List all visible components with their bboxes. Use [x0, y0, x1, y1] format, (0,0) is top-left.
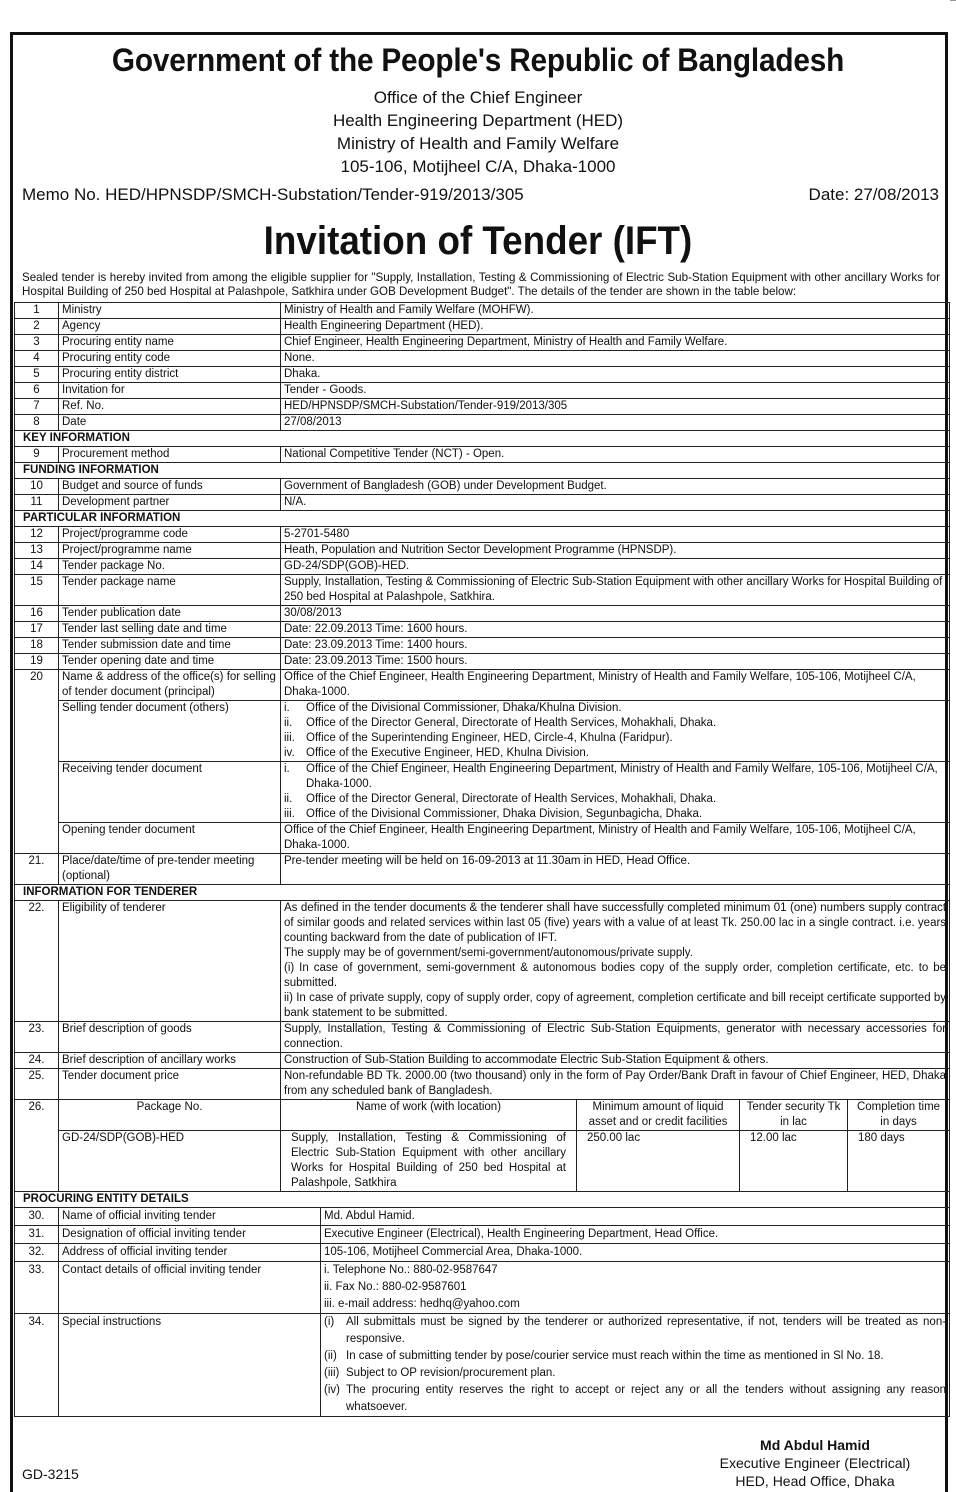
row-number: 3: [15, 335, 59, 351]
row-number: 9: [15, 447, 59, 463]
list-marker: i.: [284, 702, 290, 714]
row-value: Tender - Goods.: [281, 383, 950, 399]
list-marker: (iv): [324, 1384, 340, 1396]
table-row: [15, 701, 950, 762]
table-row: [15, 351, 950, 367]
row-value: N/A.: [281, 495, 950, 511]
row-value: Date: 23.09.2013 Time: 1400 hours.: [281, 638, 950, 654]
list-marker: iv.: [284, 747, 295, 759]
government-heading: Government of the People's Republic of Bangladesh: [111, 42, 845, 78]
row-label: Development partner: [59, 495, 281, 511]
row-number: 6: [15, 383, 59, 399]
row-value: Health Engineering Department (HED).: [281, 319, 950, 335]
row-value: Government of Bangladesh (GOB) under Development Budget.: [281, 479, 950, 495]
signatory-designation: Executive Engineer (Electrical): [719, 1455, 911, 1471]
tender-table: [14, 302, 949, 1417]
row-label: Ministry: [59, 303, 281, 319]
row-label: Opening tender document: [59, 823, 281, 854]
liquid-asset: 250.00 lac: [577, 1131, 740, 1192]
tender-security: 12.00 lac: [740, 1131, 848, 1192]
row-label: Brief description of ancillary works: [59, 1053, 281, 1069]
row-value: Md. Abdul Hamid.: [321, 1208, 950, 1226]
row-label: Procuring entity code: [59, 351, 281, 367]
row-number: 16: [15, 606, 59, 622]
table-row: [15, 415, 950, 431]
row-label: Invitation for: [59, 383, 281, 399]
top-rule: [950, 0, 956, 5]
list-item: [284, 746, 946, 761]
row-number: 19: [15, 654, 59, 670]
table-row: [15, 1022, 950, 1053]
row-value: Executive Engineer (Electrical), Health Engineering Department, Head Office.: [321, 1226, 950, 1244]
list-item: [324, 1348, 946, 1365]
list-marker: ii.: [284, 717, 293, 729]
paragraph: ii) In case of private supply, copy of supply order, copy of agreement, completion certificate and bill receipt certificate supported by bank statement to be submitted.: [284, 992, 947, 1019]
list-text: Office of the Divisional Commissioner, Dhaka/Khulna Division.: [306, 702, 622, 714]
list-text: Office of the Divisional Commissioner, Dhaka Division, Segunbagicha, Dhaka.: [306, 808, 703, 820]
row-value: Office of the Chief Engineer, Health Engineering Department, Ministry of Health and Family Welfare, 105-106, Motijheel C/A, Dhaka-1000.: [281, 670, 950, 701]
list-item: [284, 701, 946, 716]
list-marker: iii.: [284, 808, 295, 820]
memo-date: Date: 27/08/2013: [808, 185, 939, 204]
section-row: [15, 885, 950, 901]
table-row: [15, 447, 950, 463]
list-text: In case of submitting tender by pose/courier service must reach within the time as mentioned in Sl No. 18.: [346, 1350, 884, 1362]
row-label: Name of official inviting tender: [59, 1208, 321, 1226]
page-title: Invitation of Tender (IFT): [263, 219, 693, 263]
row-value: Construction of Sub-Station Building to accommodate Electric Sub-Station Equipment & others.: [281, 1053, 950, 1069]
section-heading: PROCURING ENTITY DETAILS: [15, 1192, 950, 1208]
contact-line: i. Telephone No.: 880-02-9587647: [324, 1264, 498, 1276]
row-number: 34.: [15, 1314, 59, 1417]
row-value: Date: 23.09.2013 Time: 1500 hours.: [281, 654, 950, 670]
table-row: [15, 335, 950, 351]
column-header: Completion time in days: [848, 1100, 950, 1131]
list-text: Subject to OP revision/procurement plan.: [346, 1367, 556, 1379]
table-row: [15, 1314, 950, 1417]
row-label: Receiving tender document: [59, 762, 281, 823]
row-value-list: [321, 1262, 950, 1314]
column-header: Tender security Tk in lac: [740, 1100, 848, 1131]
section-row: [15, 431, 950, 447]
row-number: 12: [15, 527, 59, 543]
list-marker: (ii): [324, 1350, 337, 1362]
table-row: [15, 303, 950, 319]
section-heading: FUNDING INFORMATION: [15, 463, 950, 479]
signatory-office: HED, Head Office, Dhaka: [735, 1473, 895, 1489]
table-row: [15, 1226, 950, 1244]
row-number: 33.: [15, 1262, 59, 1314]
row-label: Agency: [59, 319, 281, 335]
table-row: [15, 762, 950, 823]
table-row: [15, 479, 950, 495]
table-row: [15, 1244, 950, 1262]
table-row: [15, 383, 950, 399]
row-number: 15: [15, 575, 59, 606]
row-label: Budget and source of funds: [59, 479, 281, 495]
row-label: Contact details of official inviting tender: [59, 1262, 321, 1314]
row-label: Brief description of goods: [59, 1022, 281, 1053]
row-number: 7: [15, 399, 59, 415]
list-text: The procuring entity reserves the right to accept or reject any or all the tenders without assigning any reason whatsoever.: [346, 1384, 947, 1413]
table-row: [15, 1262, 950, 1314]
list-item: [284, 731, 946, 746]
contact-line: ii. Fax No.: 880-02-9587601: [324, 1281, 467, 1293]
contact-line: iii. e-mail address: hedhq@yahoo.com: [324, 1298, 520, 1310]
table-row: [15, 1069, 950, 1100]
row-label: Tender document price: [59, 1069, 281, 1100]
row-label: Project/programme code: [59, 527, 281, 543]
section-row: [15, 511, 950, 527]
list-item: [284, 762, 946, 792]
table-row: [15, 575, 950, 606]
row-number: 25.: [15, 1069, 59, 1100]
list-text: Office of the Director General, Directorate of Health Services, Mohakhali, Dhaka.: [306, 717, 717, 729]
row-number: 17: [15, 622, 59, 638]
table-row: [15, 606, 950, 622]
row-number: 31.: [15, 1226, 59, 1244]
table-row: [15, 559, 950, 575]
office-line: 105-106, Motijheel C/A, Dhaka-1000: [340, 157, 616, 176]
row-number: 30.: [15, 1208, 59, 1226]
row-number: 20: [15, 670, 59, 854]
table-row: [15, 1100, 950, 1131]
row-number: 24.: [15, 1053, 59, 1069]
row-value-list: [281, 701, 950, 762]
row-label: Tender last selling date and time: [59, 622, 281, 638]
work-name: Supply, Installation, Testing & Commissioning of Electric Sub-Station Equipment with other ancillary Works for Hospital Building of 250 bed Hospital at Palashpole, Satkhira: [281, 1131, 577, 1192]
row-number: 22.: [15, 901, 59, 1022]
paragraph: (i) In case of government, semi-government & autonomous bodies copy of the supply order, completion certificate, etc. to be submitted.: [284, 962, 947, 989]
row-value: 30/08/2013: [281, 606, 950, 622]
row-label: Address of official inviting tender: [59, 1244, 321, 1262]
table-row: [15, 543, 950, 559]
row-number: 2: [15, 319, 59, 335]
office-line: Ministry of Health and Family Welfare: [336, 134, 620, 153]
gd-code: GD-3215: [22, 1466, 79, 1482]
row-value: None.: [281, 351, 950, 367]
table-row: [15, 638, 950, 654]
row-label: Procuring entity district: [59, 367, 281, 383]
row-value: Office of the Chief Engineer, Health Engineering Department, Ministry of Health and Family Welfare, 105-106, Motijheel C/A, Dhaka-1000.: [281, 823, 950, 854]
list-item: [324, 1365, 946, 1382]
row-number: 1: [15, 303, 59, 319]
row-value-list: [281, 762, 950, 823]
office-line: Office of the Chief Engineer: [373, 88, 583, 107]
table-row: [15, 399, 950, 415]
row-label: Eligibility of tenderer: [59, 901, 281, 1022]
table-row: [15, 654, 950, 670]
row-label: Place/date/time of pre-tender meeting (optional): [59, 854, 281, 885]
row-value: Dhaka.: [281, 367, 950, 383]
row-value: National Competitive Tender (NCT) - Open.: [281, 447, 950, 463]
row-label: Tender submission date and time: [59, 638, 281, 654]
row-value: Chief Engineer, Health Engineering Department, Ministry of Health and Family Welfare.: [281, 335, 950, 351]
section-row: [15, 1192, 950, 1208]
table-row: [15, 367, 950, 383]
memo-number: Memo No. HED/HPNSDP/SMCH-Substation/Tender-919/2013/305: [22, 185, 524, 204]
row-number: 32.: [15, 1244, 59, 1262]
list-item: [284, 792, 946, 807]
table-row: [15, 495, 950, 511]
section-heading: PARTICULAR INFORMATION: [15, 511, 950, 527]
list-text: Office of the Director General, Directorate of Health Services, Mohakhali, Dhaka.: [306, 793, 717, 805]
row-value: Non-refundable BD Tk. 2000.00 (two thousand) only in the form of Pay Order/Bank Draft in favour of Chief Engineer, HED, Dhaka from any scheduled bank of Bangladesh.: [281, 1069, 950, 1100]
list-text: All submittals must be signed by the tenderer or authorized representative, if not, tenders will be treated as non-responsive.: [346, 1316, 947, 1345]
table-row: [15, 1131, 950, 1192]
intro-paragraph: Sealed tender is hereby invited from among the eligible supplier for "Supply, Installation, Testing & Commissioning of Electric Sub-Station Equipment with other ancillary Works for Hospital Building of 250 bed Hospital at Palashpole, Satkhira under GOB Development Budget". The details of the tender are shown in the table below:: [22, 271, 940, 298]
table-row: [15, 823, 950, 854]
list-item: [324, 1314, 946, 1348]
list-marker: ii.: [284, 793, 293, 805]
row-number: 4: [15, 351, 59, 367]
table-row: [15, 1208, 950, 1226]
paragraph: The supply may be of government/semi-government/autonomous/private supply.: [284, 947, 693, 959]
row-value: Pre-tender meeting will be held on 16-09-2013 at 11.30am in HED, Head Office.: [281, 854, 950, 885]
row-number: 26.: [15, 1100, 59, 1192]
office-line: Health Engineering Department (HED): [332, 111, 624, 130]
table-row: [15, 622, 950, 638]
row-label: Tender package No.: [59, 559, 281, 575]
row-value: Heath, Population and Nutrition Sector Development Programme (HPNSDP).: [281, 543, 950, 559]
row-value: Supply, Installation, Testing & Commissioning of Electric Sub-Station Equipment with other ancillary Works for Hospital Building of 250 bed Hospital at Palashpole, Satkhira.: [281, 575, 950, 606]
row-label: Procuring entity name: [59, 335, 281, 351]
paragraph: As defined in the tender documents & the tenderer shall have successfully completed minimum 01 (one) numbers supply contract of similar goods and related services within last 05 (five) years with a value of at least Tk. 250.00 lac in a single contract. i.e. years counting backward from the date of publication of IFT.: [284, 902, 947, 944]
row-value-list: [321, 1314, 950, 1417]
section-heading: KEY INFORMATION: [15, 431, 950, 447]
list-text: Office of the Chief Engineer, Health Engineering Department, Ministry of Health and Family Welfare, 105-106, Motijheel C/A, Dhaka-1000.: [306, 763, 938, 790]
row-value: 5-2701-5480: [281, 527, 950, 543]
list-item: [324, 1382, 946, 1416]
column-header: Minimum amount of liquid asset and or credit facilities: [577, 1100, 740, 1131]
row-value: Date: 22.09.2013 Time: 1600 hours.: [281, 622, 950, 638]
row-label: Procurement method: [59, 447, 281, 463]
row-value: Ministry of Health and Family Welfare (MOHFW).: [281, 303, 950, 319]
table-row: [15, 1053, 950, 1069]
row-value: GD-24/SDP(GOB)-HED.: [281, 559, 950, 575]
signatory-name: Md Abdul Hamid: [760, 1437, 870, 1453]
list-marker: (i): [324, 1316, 335, 1328]
row-label: Tender opening date and time: [59, 654, 281, 670]
list-marker: i.: [284, 763, 290, 775]
row-number: 21.: [15, 854, 59, 885]
row-number: 11: [15, 495, 59, 511]
package-number: GD-24/SDP(GOB)-HED: [59, 1131, 281, 1192]
row-label: Tender publication date: [59, 606, 281, 622]
row-label: Selling tender document (others): [59, 701, 281, 762]
row-label: Designation of official inviting tender: [59, 1226, 321, 1244]
row-value: HED/HPNSDP/SMCH-Substation/Tender-919/2013/305: [281, 399, 950, 415]
row-value: [281, 901, 950, 1022]
list-marker: (iii): [324, 1367, 340, 1379]
row-number: 13: [15, 543, 59, 559]
row-number: 8: [15, 415, 59, 431]
row-number: 14: [15, 559, 59, 575]
table-row: [15, 319, 950, 335]
row-label: Tender package name: [59, 575, 281, 606]
section-row: [15, 463, 950, 479]
signature-block: [700, 1436, 930, 1490]
section-heading: INFORMATION FOR TENDERER: [15, 885, 950, 901]
table-row: [15, 670, 950, 701]
row-value: 105-106, Motijheel Commercial Area, Dhaka-1000.: [321, 1244, 950, 1262]
list-text: Office of the Superintending Engineer, HED, Circle-4, Khulna (Faridpur).: [306, 732, 673, 744]
list-item: [284, 807, 946, 822]
row-value: Supply, Installation, Testing & Commissioning of Electric Sub-Station Equipments, generator with necessary accessories for connection.: [281, 1022, 950, 1053]
table-row: [15, 901, 950, 1022]
row-number: 5: [15, 367, 59, 383]
row-label: Project/programme name: [59, 543, 281, 559]
row-label: Name & address of the office(s) for selling of tender document (principal): [59, 670, 281, 701]
table-row: [15, 854, 950, 885]
completion-time: 180 days: [848, 1131, 950, 1192]
column-header: Package No.: [59, 1100, 281, 1131]
table-row: [15, 527, 950, 543]
list-item: [284, 716, 946, 731]
row-number: 18: [15, 638, 59, 654]
row-label: Ref. No.: [59, 399, 281, 415]
column-header: Name of work (with location): [281, 1100, 577, 1131]
row-label: Special instructions: [59, 1314, 321, 1417]
list-marker: iii.: [284, 732, 295, 744]
list-text: Office of the Executive Engineer, HED, Khulna Division.: [306, 747, 589, 759]
row-value: 27/08/2013: [281, 415, 950, 431]
row-number: 10: [15, 479, 59, 495]
row-label: Date: [59, 415, 281, 431]
row-number: 23.: [15, 1022, 59, 1053]
